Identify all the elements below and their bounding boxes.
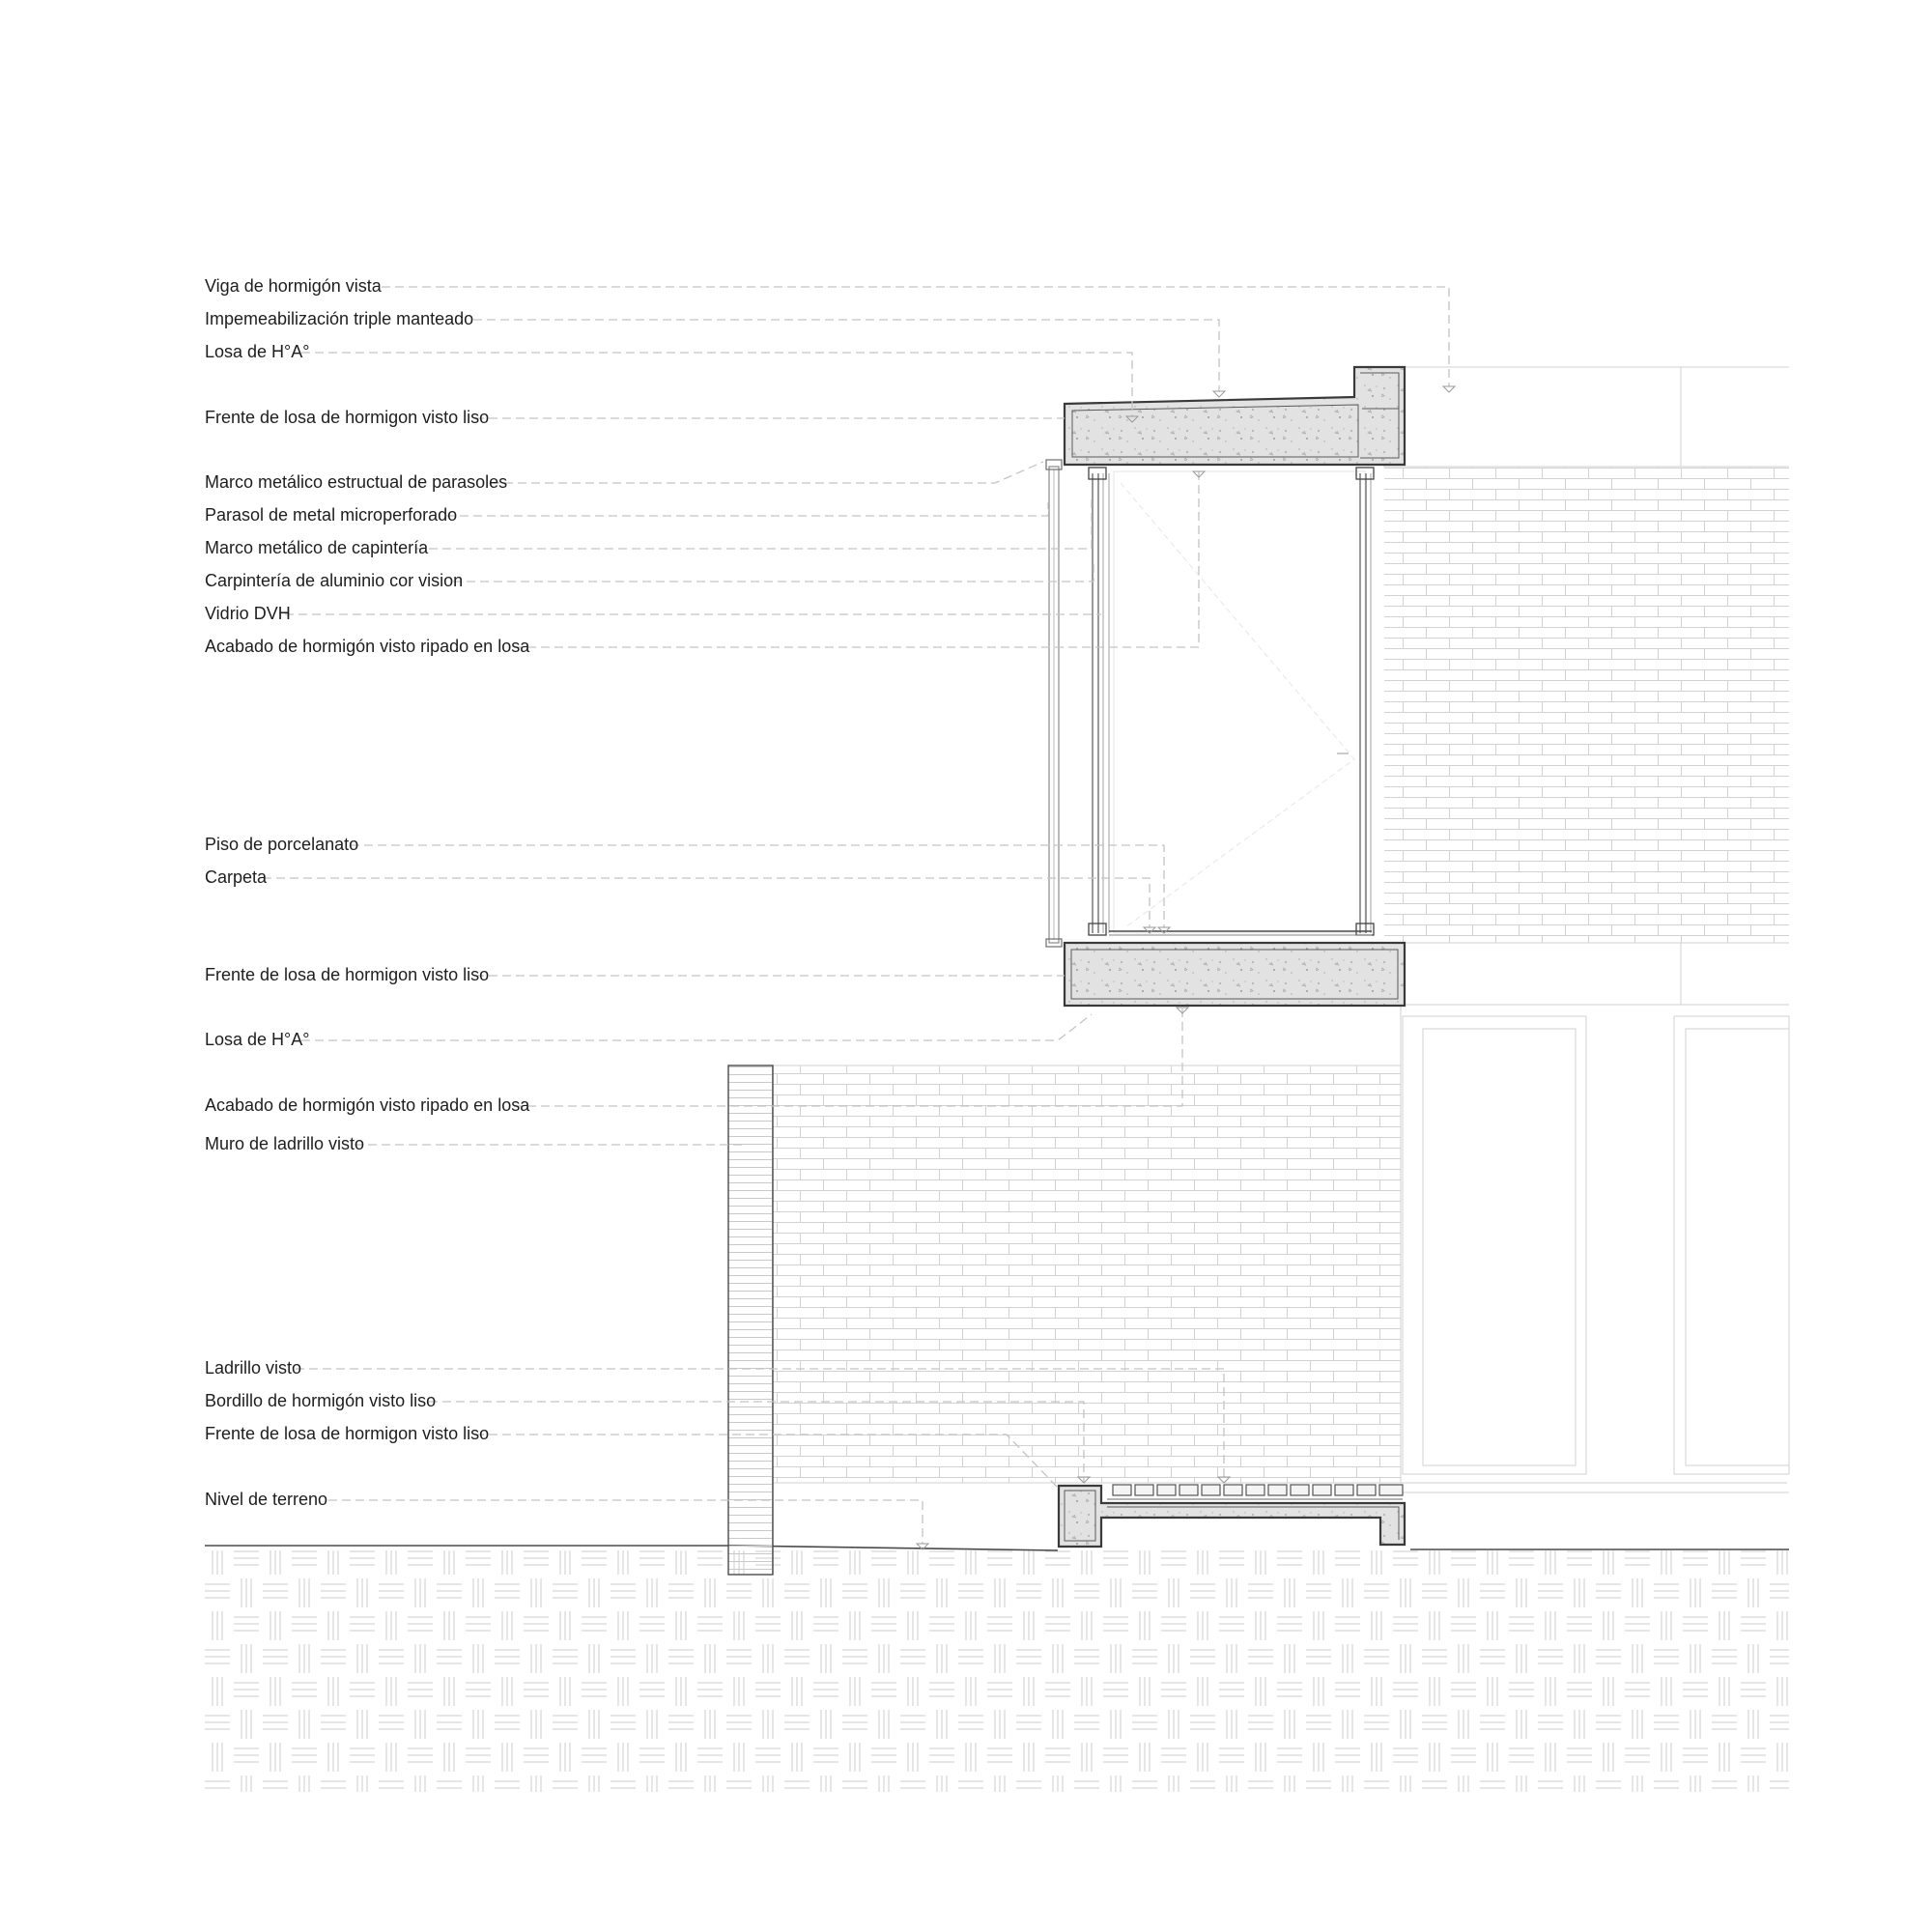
label-marco-parasoles: Marco metálico estructual de parasoles [205, 471, 508, 492]
label-carpinteria-aluminio: Carpintería de aluminio cor vision [205, 570, 464, 590]
middle-slab [1065, 943, 1405, 1006]
label-parasol: Parasol de metal microperforado [205, 504, 458, 525]
brick-wall-upper [1383, 367, 1789, 1005]
label-losa-ha-top: Losa de H°A° [205, 341, 310, 361]
ground-soil [205, 1546, 1789, 1792]
label-piso: Piso de porcelanato [205, 834, 359, 854]
label-frente-losa-mid: Frente de losa de hormigon visto liso [205, 964, 490, 984]
top-slab-and-beam [1065, 367, 1405, 465]
label-acabado-mid: Acabado de hormigón visto ripado en losa [205, 1094, 530, 1115]
label-viga-hormigon-vista: Viga de hormigón vista [205, 275, 382, 296]
ground-beam-and-curb [1059, 1485, 1405, 1547]
label-vidrio: Vidrio DVH [205, 603, 291, 623]
label-nivel-terreno: Nivel de terreno [205, 1489, 328, 1509]
label-frente-losa-bottom: Frente de losa de hormigon visto liso [205, 1423, 490, 1443]
label-losa-ha-mid: Losa de H°A° [205, 1029, 310, 1049]
label-frente-losa-top: Frente de losa de hormigon visto liso [205, 407, 490, 427]
label-impermeabilizacion: Impemeabilización triple manteado [205, 308, 474, 328]
label-muro-ladrillo: Muro de ladrillo visto [205, 1133, 365, 1153]
label-acabado-top: Acabado de hormigón visto ripado en losa [205, 636, 530, 656]
window-assembly [1046, 460, 1374, 947]
label-bordillo: Bordillo de hormigón visto liso [205, 1390, 437, 1410]
window-panels-lower-right [1403, 1016, 1789, 1492]
annotation-labels [205, 276, 530, 1509]
brick-wall-lower [773, 1005, 1787, 1483]
brick-column [728, 1065, 773, 1575]
label-ladrillo-visto: Ladrillo visto [205, 1357, 302, 1378]
label-carpeta: Carpeta [205, 867, 268, 887]
label-marco-carpinteria: Marco metálico de capintería [205, 537, 429, 557]
